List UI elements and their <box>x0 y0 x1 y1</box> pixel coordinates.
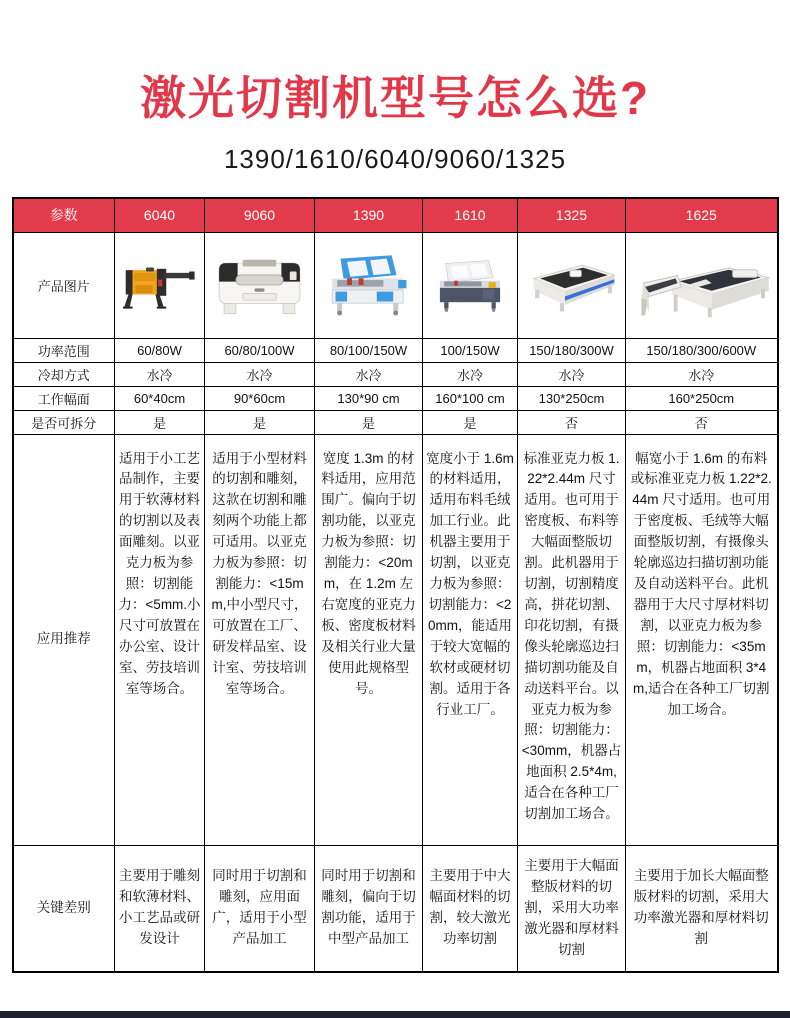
detachable-9060: 是 <box>205 410 315 434</box>
power-range-1625: 150/180/300/600W <box>626 338 778 362</box>
row-label-key-difference: 关键差别 <box>13 845 115 972</box>
application-1390: 宽度 1.3m 的材料适用，应用范围广。偏向于切割功能，以亚克力板为参照：切割能力：<20mm，在 1.2m 左右宽度的亚克力板、密度板材料及相关行业大量使用此规格型号。 <box>315 434 423 845</box>
product-image-row <box>13 232 778 338</box>
detachable-6040: 是 <box>115 410 205 434</box>
row-label-work-area: 工作幅面 <box>13 386 115 410</box>
product-image-cell-1610 <box>423 232 518 338</box>
machine-1625-image <box>630 237 773 333</box>
cooling-1325: 水冷 <box>518 362 626 386</box>
row-label-application: 应用推荐 <box>13 434 115 845</box>
footer-bar <box>0 1011 790 1018</box>
cooling-1610: 水冷 <box>423 362 518 386</box>
application-row <box>13 434 778 845</box>
machine-6040-image <box>119 237 200 333</box>
header-cell-model-1625: 1625 <box>626 198 778 232</box>
work-area-1390: 130*90 cm <box>315 386 423 410</box>
product-image-cell-1390 <box>315 232 423 338</box>
power-range-9060: 60/80/100W <box>205 338 315 362</box>
comparison-table <box>12 197 779 973</box>
page-subtitle: 1390/1610/6040/9060/1325 <box>223 144 567 174</box>
key-difference-1610: 主要用于中大幅面材料的切割，较大激光功率切割 <box>423 845 518 972</box>
machine-1610-image <box>427 237 513 333</box>
row-label-power-range: 功率范围 <box>13 338 115 362</box>
application-6040: 适用于小工艺品制作，主要用于软薄材料的切割以及表面雕刻。以亚克力板为参照：切割能力：<5mm.小尺寸可放置在办公室、设计室、劳技培训室等场合。 <box>115 434 205 845</box>
product-image-cell-1325 <box>518 232 626 338</box>
work-area-9060: 90*60cm <box>205 386 315 410</box>
power-range-1610: 100/150W <box>423 338 518 362</box>
key-difference-1390: 同时用于切割和雕刻，偏向于切割功能，适用于中型产品加工 <box>315 845 423 972</box>
work-area-1325: 130*250cm <box>518 386 626 410</box>
application-1325: 标准亚克力板 1.22*2.44m 尺寸适用。也可用于密度板、布料等大幅面整版切割。此机器用于切割，切割精度高，拼花切割、印花切割，有摄像头轮廓巡边扫描切割功能及自动送料平台。以亚克力板为参照：切割能力：<30mm，机器占地面积 2.5*4m,适合在各种工厂切割加工场合。 <box>518 434 626 845</box>
key-difference-6040: 主要用于雕刻和软薄材料、小工艺品或研发设计 <box>115 845 205 972</box>
cooling-row <box>13 362 778 386</box>
machine-1325-image <box>522 237 621 333</box>
detachable-1390: 是 <box>315 410 423 434</box>
product-image-cell-9060 <box>205 232 315 338</box>
header-cell-model-1610: 1610 <box>423 198 518 232</box>
power-range-1325: 150/180/300W <box>518 338 626 362</box>
header-cell-model-9060: 9060 <box>205 198 315 232</box>
header-cell-model-1390: 1390 <box>315 198 423 232</box>
row-label-detachable: 是否可拆分 <box>13 410 115 434</box>
row-label-product-image: 产品图片 <box>13 232 115 338</box>
product-image-cell-6040 <box>115 232 205 338</box>
work-area-1610: 160*100 cm <box>423 386 518 410</box>
key-difference-row <box>13 845 778 972</box>
header-cell-model-1325: 1325 <box>518 198 626 232</box>
row-label-cooling: 冷却方式 <box>13 362 115 386</box>
key-difference-9060: 同时用于切割和雕刻，应用面广，适用于小型产品加工 <box>205 845 315 972</box>
detachable-1325: 否 <box>518 410 626 434</box>
machine-9060-image <box>209 237 310 333</box>
detachable-row <box>13 410 778 434</box>
product-image-cell-1625 <box>626 232 778 338</box>
power-range-6040: 60/80W <box>115 338 205 362</box>
machine-1390-image <box>319 237 418 333</box>
power-range-row <box>13 338 778 362</box>
key-difference-1325: 主要用于大幅面整版材料的切割，采用大功率激光器和厚材料切割 <box>518 845 626 972</box>
work-area-6040: 60*40cm <box>115 386 205 410</box>
application-1625: 幅宽小于 1.6m 的布料或标准亚克力板 1.22*2.44m 尺寸适用。也可用于密度板、毛绒等大幅面整版切割，有摄像头轮廓巡边扫描切割功能及自动送料平台。此机器用于大尺寸厚材料切割，以亚克力板为参照：切割能力：<35mm，机器占地面积 3*4m,适合在各种工厂切割加工场合。 <box>626 434 778 845</box>
work-area-row <box>13 386 778 410</box>
work-area-1625: 160*250cm <box>626 386 778 410</box>
table-header-row <box>13 198 778 232</box>
header-cell-model-6040: 6040 <box>115 198 205 232</box>
power-range-1390: 80/100/150W <box>315 338 423 362</box>
cooling-6040: 水冷 <box>115 362 205 386</box>
detachable-1625: 否 <box>626 410 778 434</box>
application-9060: 适用于小型材料的切割和雕刻，这款在切割和雕刻两个功能上都可适用。以亚克力板为参照：切割能力：<15mm,中小型尺寸，可放置在工厂、研发样品室、设计室、劳技培训室等场合。 <box>205 434 315 845</box>
header-cell-params: 参数 <box>13 198 115 232</box>
application-1610: 宽度小于 1.6m 的材料适用，适用布料毛绒加工行业。此机器主要用于切割，以亚克力板为参照：切割能力：<20mm，能适用于较大宽幅的软材或硬材切割。适用于各行业工厂。 <box>423 434 518 845</box>
cooling-9060: 水冷 <box>205 362 315 386</box>
cooling-1625: 水冷 <box>626 362 778 386</box>
detachable-1610: 是 <box>423 410 518 434</box>
page-title: 激光切割机型号怎么选? <box>139 72 651 124</box>
cooling-1390: 水冷 <box>315 362 423 386</box>
key-difference-1625: 主要用于加长大幅面整版材料的切割，采用大功率激光器和厚材料切割 <box>626 845 778 972</box>
